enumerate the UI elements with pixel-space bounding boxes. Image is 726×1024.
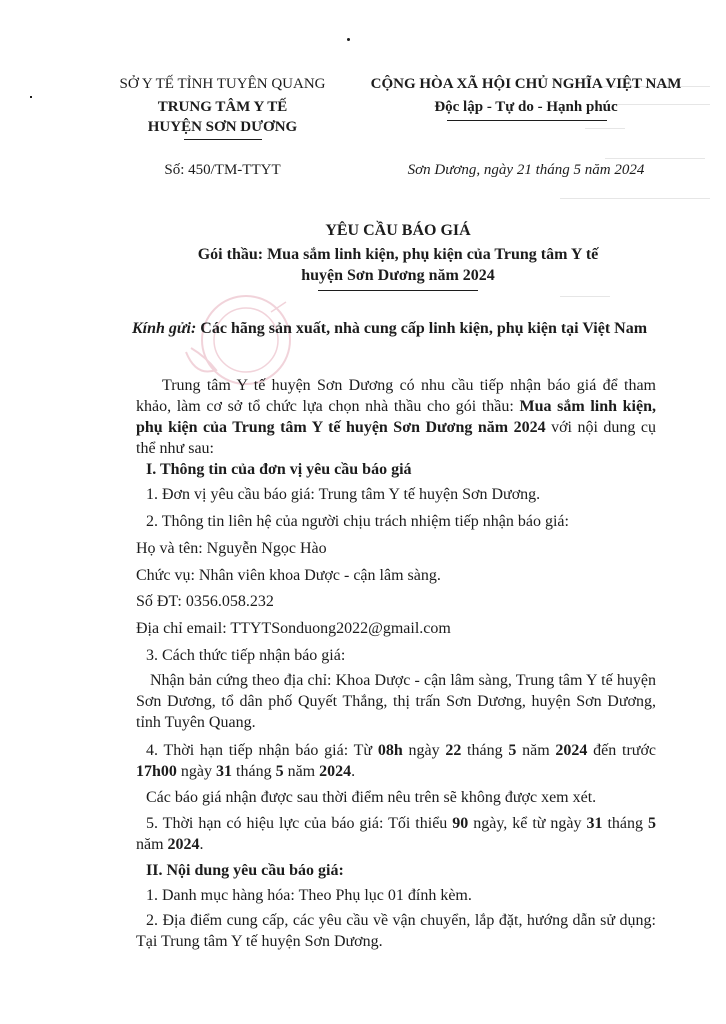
recipient-text: Các hãng sản xuất, nhà cung cấp linh kiện, phụ kiện tại Việt Nam [200, 320, 648, 337]
section1-item2: 2. Thông tin liên hệ của người chịu trách nhiệm tiếp nhận báo giá: [146, 513, 569, 530]
bleed-through-line [560, 296, 610, 297]
recipient-line [132, 320, 647, 338]
document-number: Số: 450/TM-TTYT [164, 162, 281, 178]
package-title-line2: huyện Sơn Dương năm 2024 [301, 267, 495, 284]
contact-email: Địa chỉ email: TTYTSonduong2022@gmail.com [136, 620, 451, 637]
contact-phone: Số ĐT: 0356.058.232 [136, 593, 274, 610]
item4-text: . [351, 763, 356, 780]
item5-month: 5 [648, 815, 657, 832]
section1-item5 [136, 813, 656, 855]
intro-paragraph [136, 375, 656, 459]
item4-text: đến trước [587, 742, 657, 759]
item5-min-days: 90 [452, 815, 469, 832]
item5-text: ngày, kể từ ngày [468, 815, 587, 832]
section2-heading: II. Nội dung yêu cầu báo giá: [146, 862, 344, 879]
item5-day: 31 [586, 815, 603, 832]
item4-end-year: 2024 [319, 763, 352, 780]
motto-underline [447, 120, 607, 121]
intro-text-a: Trung tâm Y tế huyện Sơn Dương có nhu cầu tiếp nhận báo giá để tham khảo, làm cơ sở tổ chức lựa chọn nhà thầu cho gói thầu: [136, 377, 656, 415]
section1-heading: I. Thông tin của đơn vị yêu cầu báo giá [146, 461, 412, 478]
item4-start-hour: 08h [377, 742, 403, 759]
item4-text: năm [516, 742, 556, 759]
item4-end-day: 31 [216, 763, 233, 780]
item4-start-day: 22 [445, 742, 462, 759]
section1-item3: 3. Cách thức tiếp nhận báo giá: [146, 647, 346, 664]
item5-text: 5. Thời hạn có hiệu lực của báo giá: Tối thiểu [146, 815, 453, 832]
item5-year: 2024 [167, 836, 200, 853]
item4-text: ngày [176, 763, 217, 780]
scan-speck [347, 38, 350, 41]
department-name: SỞ Y TẾ TỈNH TUYÊN QUANG [119, 76, 326, 92]
late-submission-note: Các báo giá nhận được sau thời điểm nêu trên sẽ không được xem xét. [146, 789, 597, 806]
item5-text: năm [136, 836, 168, 853]
bleed-through-line [585, 128, 625, 129]
section2-item1: 1. Danh mục hàng hóa: Theo Phụ lục 01 đính kèm. [146, 887, 472, 904]
item4-start-month: 5 [508, 742, 517, 759]
item4-text: ngày [402, 742, 446, 759]
national-motto: Độc lập - Tự do - Hạnh phúc [434, 99, 618, 115]
organization-underline [184, 139, 262, 140]
section2-item2: 2. Địa điểm cung cấp, các yêu cầu về vận chuyển, lắp đặt, hướng dẫn sử dụng: Tại Trung tâm Y tế huyện Sơn Dương. [136, 912, 656, 950]
scan-speck [30, 96, 32, 98]
contact-name: Họ và tên: Nguyễn Ngọc Hào [136, 540, 327, 557]
intro-text-c: với nội dung cụ thể như sau: [136, 419, 656, 457]
item4-text: tháng [461, 742, 509, 759]
item4-start-year: 2024 [555, 742, 588, 759]
organization-name-line1: TRUNG TÂM Y TẾ [157, 99, 288, 115]
title-underline [318, 290, 478, 291]
organization-name-line2: HUYỆN SƠN DƯƠNG [147, 119, 298, 135]
item4-text: tháng [232, 763, 276, 780]
item5-text: tháng [602, 815, 649, 832]
intro-package-name: Mua sắm linh kiện, phụ kiện của Trung tâm Y tế huyện Sơn Dương năm 2024 [136, 398, 657, 436]
package-title-line1: Gói thầu: Mua sắm linh kiện, phụ kiện của Trung tâm Y tế [197, 246, 599, 263]
contact-position: Chức vụ: Nhân viên khoa Dược - cận lâm sàng. [136, 567, 441, 584]
recipient-label: Kính gửi: [132, 320, 197, 337]
section1-item4 [136, 740, 656, 782]
item4-end-hour: 17h00 [136, 763, 177, 780]
item4-text: 4. Thời hạn tiếp nhận báo giá: Từ [146, 742, 378, 759]
section1-item1: 1. Đơn vị yêu cầu báo giá: Trung tâm Y tế huyện Sơn Dương. [146, 486, 541, 503]
document-title: YÊU CẦU BÁO GIÁ [325, 222, 471, 239]
country-name: CỘNG HÒA XÃ HỘI CHỦ NGHĨA VIỆT NAM [370, 76, 682, 92]
item4-text: năm [283, 763, 320, 780]
item5-text: . [199, 836, 204, 853]
item4-end-month: 5 [275, 763, 284, 780]
place-and-date: Sơn Dương, ngày 21 tháng 5 năm 2024 [407, 162, 645, 178]
receiving-address: Nhận bản cứng theo địa chỉ: Khoa Dược - cận lâm sàng, Trung tâm Y tế huyện Sơn Dương, tổ dân phố Quyết Thắng, thị trấn Sơn Dương, huyện Sơn Dương, tỉnh Tuyên Quang. [136, 672, 656, 731]
bleed-through-line [605, 158, 705, 159]
bleed-through-line [560, 198, 710, 199]
